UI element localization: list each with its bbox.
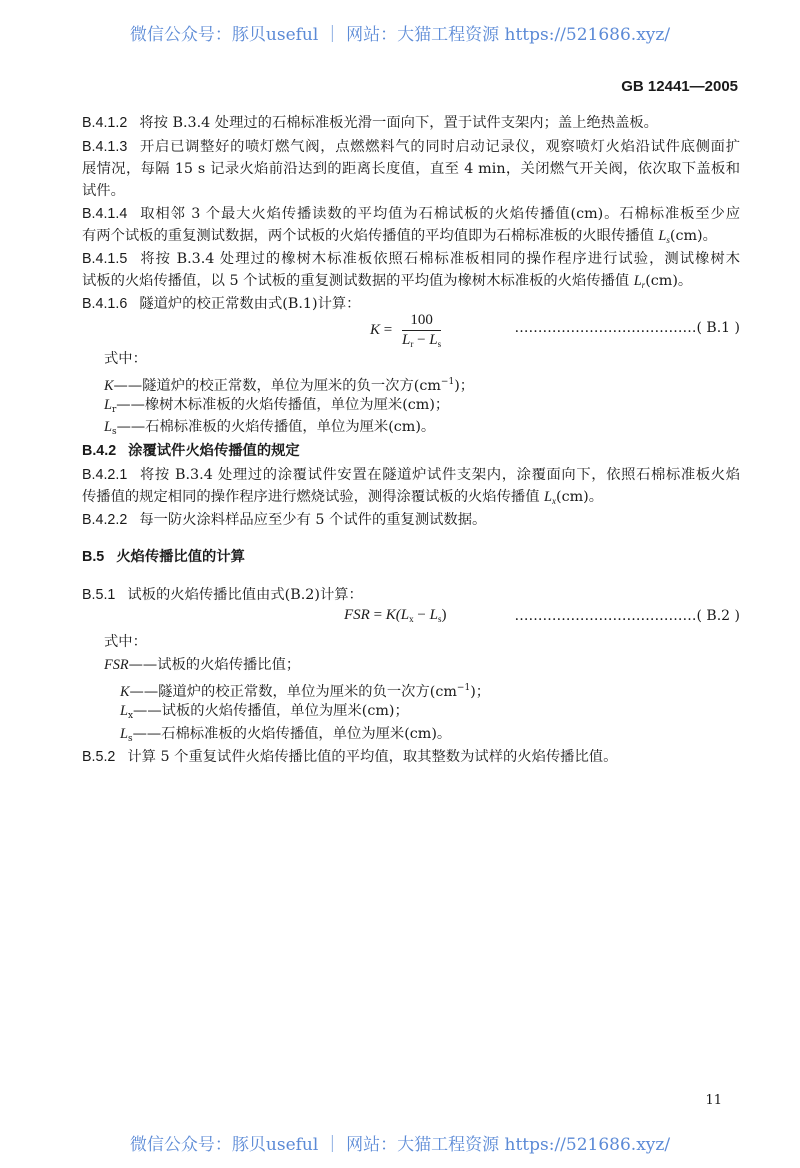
subscript: s	[127, 734, 133, 744]
where-label: 式中：	[104, 634, 147, 650]
clause-number: B.4.1.4	[82, 206, 128, 222]
standard-id: GB 12441—2005	[621, 78, 738, 95]
clause-text: 有两个试板的重复测试数据，两个试板的火焰传播值的平均值即为石棉标准板的火眼传播值	[82, 228, 659, 244]
subscript: x	[127, 711, 134, 721]
eq-op: −	[413, 332, 430, 348]
symbol: $L_s$	[658, 228, 670, 245]
clause-text: 将按 B.3.4 处理过的橡树木标准板依照石棉标准板相同的操作程序进行试验，测试橡树木	[139, 251, 740, 267]
symbol: $L_x$	[544, 489, 556, 506]
where-item	[82, 372, 762, 396]
definition: ——试板的火焰传播值，单位为厘米(cm)；	[133, 703, 409, 719]
watermark-footer: 微信公众号：豚贝useful ｜ 网站：大猫工程资源 https://521686.xyz/	[129, 1135, 671, 1155]
clause-number: B.4.1.3	[82, 139, 128, 155]
clause-text: (cm)。	[556, 489, 604, 505]
definition: ——试板的火焰传播比值；	[128, 657, 301, 673]
clause-b52	[82, 747, 740, 767]
fraction	[402, 312, 441, 349]
clause-text: 取相邻 3 个最大火焰传播读数的平均值为石棉试板的火焰传播值(cm)。石棉标准板至少应	[139, 206, 740, 222]
definition: ——石棉标准板的火焰传播值，单位为厘米(cm)。	[116, 419, 436, 435]
clause-b412	[82, 113, 740, 133]
clause-line: 试件。	[82, 183, 125, 199]
equation-b2	[344, 607, 446, 624]
section-title: 涂覆试件火焰传播值的规定	[128, 443, 300, 459]
section-heading-b42	[82, 441, 740, 461]
clause-text: 将按 B.3.4 处理过的石棉标准板光滑一面向下，置于试件支架内；盖上绝热盖板。	[139, 115, 658, 131]
clause-b413	[82, 137, 740, 157]
clause-number: B.5.2	[82, 749, 116, 765]
clause-b422	[82, 510, 740, 530]
numerator: 100	[402, 312, 441, 331]
subscript: s	[111, 427, 117, 437]
clause-text: (cm)。	[669, 228, 717, 244]
symbol: L	[104, 397, 112, 413]
denominator	[402, 331, 441, 349]
eq-lhs: K	[370, 321, 381, 338]
clause-number: B.4.2.1	[82, 467, 128, 483]
symbol: $L_r$	[633, 273, 646, 290]
clause-text: 传播值的规定相同的操作程序进行燃烧试验，测得涂覆试板的火焰传播值	[82, 489, 545, 505]
clause-b421	[82, 465, 740, 485]
clause-b416	[82, 294, 740, 314]
clause-number: B.4.1.5	[82, 251, 128, 267]
where-label: 式中：	[104, 351, 147, 367]
definition-tail: )；	[454, 377, 475, 394]
where-item	[82, 678, 778, 702]
clause-text: 每一防火涂料样品应至少有 5 个试件的重复测试数据。	[139, 512, 487, 528]
symbol: L	[120, 703, 128, 719]
section-heading-b5	[82, 547, 740, 567]
definition: ——石棉标准板的火焰传播值，单位为厘米(cm)。	[132, 726, 452, 742]
symbol: L	[429, 607, 438, 623]
clause-b51	[82, 585, 740, 605]
eq-op: =	[383, 321, 393, 338]
eq-op: −	[413, 607, 430, 623]
definition: ——隧道炉的校正常数，单位为厘米的负一次方(cm	[113, 377, 441, 394]
subscript: r	[410, 339, 414, 349]
clause-text: 计算 5 个重复试件火焰传播比值的平均值，取其整数为试样的火焰传播比值。	[127, 749, 618, 765]
eq-lhs: FSR	[344, 607, 370, 623]
clause-number: B.4.1.6	[82, 296, 128, 312]
where-item	[82, 701, 778, 726]
symbol: K	[104, 377, 114, 394]
clause-number: B.4.2.2	[82, 512, 128, 528]
clause-number: B.4.1.2	[82, 115, 128, 131]
clause-text: 将按 B.3.4 处理过的涂覆试件安置在隧道炉试件支架内，涂覆面向下，依照石棉标准板火焰	[139, 467, 740, 483]
subscript: r	[111, 405, 117, 415]
clause-text: 开启已调整好的喷灯燃气阀，点燃燃料气的同时启动记录仪，观察喷灯火焰沿试件底侧面扩	[139, 139, 740, 155]
clause-line	[82, 226, 740, 250]
symbol: FSR	[104, 657, 129, 673]
equation-ref-b2: …………………………………( B.2 )	[514, 608, 740, 624]
clause-text: 试板的火焰传播比值由式(B.2)计算：	[127, 587, 363, 603]
equation-b1	[370, 312, 441, 349]
superscript: −1	[440, 377, 455, 387]
clause-text: (cm)。	[645, 273, 693, 289]
equation-ref-b1: …………………………………( B.1 )	[514, 320, 740, 336]
definition: ——隧道炉的校正常数，单位为厘米的负一次方(cm	[129, 683, 457, 700]
clause-text: 隧道炉的校正常数由式(B.1)计算：	[139, 296, 361, 312]
subscript: x	[409, 614, 414, 624]
subscript: s	[437, 339, 442, 349]
symbol: K	[120, 683, 130, 700]
where-item	[82, 724, 778, 749]
clause-line	[82, 271, 740, 295]
where-item	[82, 655, 762, 675]
clause-b414	[82, 204, 740, 224]
symbol: L	[401, 332, 411, 348]
clause-line: 展情况，每隔 15 s 记录火焰前沿达到的距离长度值，直至 4 min，关闭燃气开关阀，依次取下盖板和	[82, 161, 740, 177]
watermark-header: 微信公众号：豚贝useful ｜ 网站：大猫工程资源 https://521686.xyz/	[129, 25, 671, 45]
clause-number: B.5.1	[82, 587, 116, 603]
definition-tail: )；	[470, 683, 491, 700]
symbol: L	[429, 332, 438, 348]
page-number: 11	[705, 1093, 722, 1108]
section-title: 火焰传播比值的计算	[116, 549, 245, 565]
symbol: L	[400, 607, 410, 623]
subscript: s	[437, 614, 442, 624]
definition: ——橡树木标准板的火焰传播值，单位为厘米(cm)；	[116, 397, 450, 413]
section-number: B.4.2	[82, 443, 117, 459]
eq-paren: )	[441, 607, 447, 623]
symbol: L	[104, 419, 112, 435]
section-number: B.5	[82, 549, 105, 565]
symbol: L	[120, 726, 128, 742]
eq-op: =	[369, 607, 386, 623]
clause-text: 试板的火焰传播值，以 5 个试板的重复测试数据的平均值为橡树木标准板的火焰传播值	[82, 273, 634, 289]
clause-line	[82, 487, 740, 511]
where-item	[82, 417, 762, 442]
symbol: K(	[385, 607, 401, 623]
clause-b415	[82, 249, 740, 269]
superscript: −1	[456, 683, 471, 693]
